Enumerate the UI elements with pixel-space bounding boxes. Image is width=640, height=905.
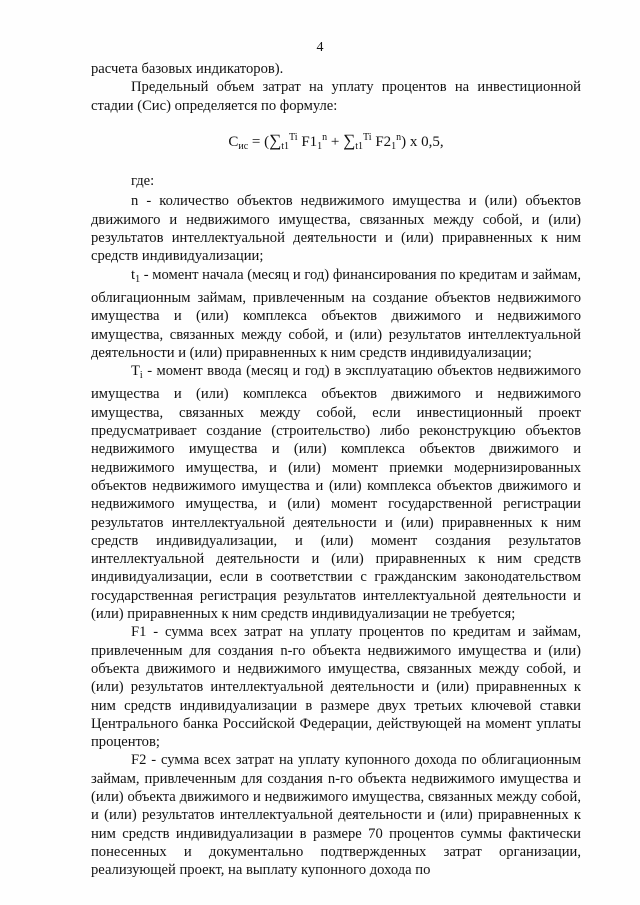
definition-ti	[91, 362, 581, 623]
formula-sum-2-upper: Ti	[363, 131, 372, 143]
symbol-t1-subscript: 1	[135, 273, 141, 285]
definition-f2: F2 - сумма всех затрат на уплату купонного дохода по облигационным займам, привлеченным для создания n-го объекта недвижимого имущества и (или) объекта движимого и недвижимого имущества, связанных между собой, и (или) результатов интеллектуальной деятельности и (или) приравненных к ним средств индивидуализации в размере 70 процентов суммы фактически понесенных и документально подтвержденных затрат организации, реализующей проект, на выплату купонного дохода по	[91, 752, 581, 879]
formula-term-1-sup: n	[322, 131, 328, 143]
paragraph-formula-intro: Предельный объем затрат на уплату процентов на инвестиционной стадии (Сис) определяется по формуле:	[91, 79, 581, 114]
formula-sum-2: ∑	[343, 130, 356, 150]
formula-sum-2-lower: t1	[355, 140, 364, 152]
definition-t1	[91, 266, 581, 362]
formula-term-1-sub: 1	[317, 140, 323, 152]
formula-sum-1-lower: t1	[281, 140, 290, 152]
formula-sum-1-upper: Ti	[289, 131, 298, 143]
formula-term-2-sub: 1	[391, 140, 397, 152]
formula-lhs-subscript: ис	[238, 140, 249, 152]
formula-sum-1: ∑	[269, 130, 282, 150]
formula-term-2: F2	[371, 133, 392, 150]
document-body	[91, 60, 581, 879]
symbol-t1: t	[131, 266, 136, 283]
formula-term-1: F1	[297, 133, 318, 150]
definition-f1: F1 - сумма всех затрат на уплату процентов по кредитам и займам, привлеченным для создания n-го объекта недвижимого имущества и (или) объекта движимого и недвижимого имущества, связанных между собой, и (или) результатов интеллектуальной деятельности и (или) приравненных к ним средств индивидуализации в размере двух третьих ключевой ставки Центрального банка Российской Федерации, действующей на момент уплаты процентов;	[91, 624, 581, 751]
formula-term-2-sup: n	[396, 131, 402, 143]
definition-t1-text: - момент начала (месяц и год) финансирования по кредитам и займам, облигационным займам, привлеченным на создание объектов недвижимого имущества и (или) комплекса объектов движимого и недвижимого имущества, связанных между собой, и (или) результатов интеллектуальной деятельности и (или) приравненных к ним средств индивидуализации;	[91, 266, 581, 361]
definition-n: n - количество объектов недвижимого имущества и (или) объектов движимого и недвижимого имущества, связанных между собой, и (или) результатов интеллектуальной деятельности и (или) приравненных к ним средств индивидуализации;	[91, 193, 581, 265]
paragraph-continuation: расчета базовых индикаторов).	[91, 61, 284, 77]
definition-ti-text: - момент ввода (месяц и год) в эксплуатацию объектов недвижимого имущества и (или) комплекса объектов движимого и недвижимого имущества, связанных между собой, если инвестиционный проект предусматривает создание (строительство) либо реконструкцию объектов недвижимого имущества и (или) комплекса объектов движимого и недвижимого имущества, и (или) момент приемки модернизированных объектов недвижимого имущества и (или) комплекса объектов движимого и недвижимого имущества, и (или) момент государственной регистрации результатов интеллектуальной деятельности и (или) приравненных к ним средств индивидуализации, и (или) момент создания результатов интеллектуальной деятельности и (или) приравненных к ним средств индивидуализации, если в соответствии с гражданским законодательством государственная регистрация результатов интеллектуальной деятельности и (или) приравненных к ним средств индивидуализации не требуется;	[91, 363, 581, 623]
formula-plus: +	[327, 133, 344, 150]
formula-tail: ) x 0,5,	[401, 133, 444, 150]
symbol-ti: T	[131, 363, 140, 380]
page-number: 4	[316, 40, 324, 55]
where-label: где:	[131, 173, 155, 190]
formula-equals: = (	[248, 133, 270, 150]
formula-lhs: С	[228, 133, 239, 150]
formula-cis	[91, 129, 581, 156]
symbol-ti-subscript: i	[139, 370, 143, 382]
